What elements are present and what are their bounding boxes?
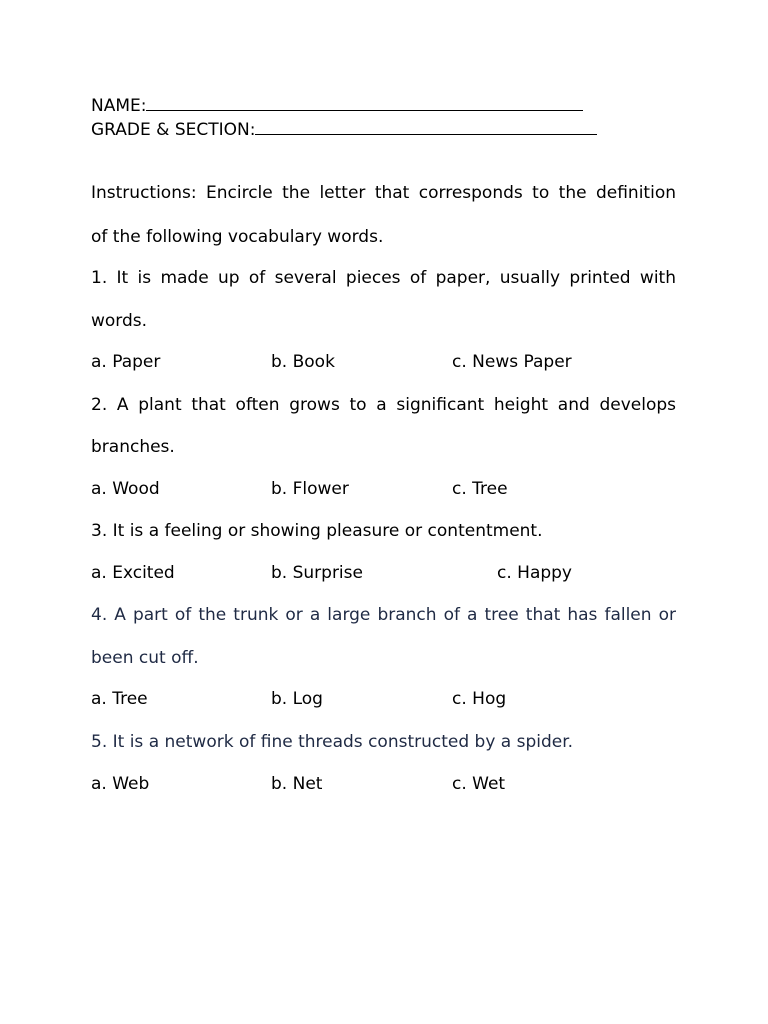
- question-4-text-cont: been cut off.: [91, 648, 199, 668]
- question-3-option-c[interactable]: c. Happy: [497, 563, 572, 583]
- grade-section-blank[interactable]: [255, 118, 597, 135]
- question-2-option-b[interactable]: b. Flower: [271, 479, 349, 499]
- question-4-option-a[interactable]: a. Tree: [91, 689, 148, 709]
- question-1-option-c[interactable]: c. News Paper: [452, 352, 572, 372]
- question-2-option-a[interactable]: a. Wood: [91, 479, 160, 499]
- question-5-option-c[interactable]: c. Wet: [452, 774, 506, 794]
- question-1-text: 1. It is made up of several pieces of paper, usually printed with: [91, 268, 676, 288]
- question-3-text: 3. It is a feeling or showing pleasure or contentment.: [91, 521, 543, 541]
- question-2-text-cont: branches.: [91, 437, 175, 457]
- question-3-option-b[interactable]: b. Surprise: [271, 563, 363, 583]
- question-5-option-a[interactable]: a. Web: [91, 774, 150, 794]
- grade-section-row: [91, 118, 597, 140]
- question-4-option-b[interactable]: b. Log: [271, 689, 323, 709]
- question-4-text: 4. A part of the trunk or a large branch of a tree that has fallen or: [91, 605, 676, 625]
- instructions-line-1: Instructions: Encircle the letter that corresponds to the definition: [91, 183, 676, 203]
- question-5-text: 5. It is a network of fine threads constructed by a spider.: [91, 732, 574, 752]
- instructions-line-2: of the following vocabulary words.: [91, 227, 384, 247]
- name-label: NAME:: [91, 96, 147, 116]
- question-4-option-c[interactable]: c. Hog: [452, 689, 507, 709]
- grade-section-label: GRADE & SECTION:: [91, 120, 256, 140]
- name-blank[interactable]: [146, 94, 583, 111]
- question-3-option-a[interactable]: a. Excited: [91, 563, 175, 583]
- question-1-option-a[interactable]: a. Paper: [91, 352, 161, 372]
- question-2-option-c[interactable]: c. Tree: [452, 479, 508, 499]
- question-5-option-b[interactable]: b. Net: [271, 774, 323, 794]
- name-row: [91, 94, 583, 116]
- question-1-option-b[interactable]: b. Book: [271, 352, 335, 372]
- question-1-text-cont: words.: [91, 311, 148, 331]
- question-2-text: 2. A plant that often grows to a significant height and develops: [91, 395, 676, 415]
